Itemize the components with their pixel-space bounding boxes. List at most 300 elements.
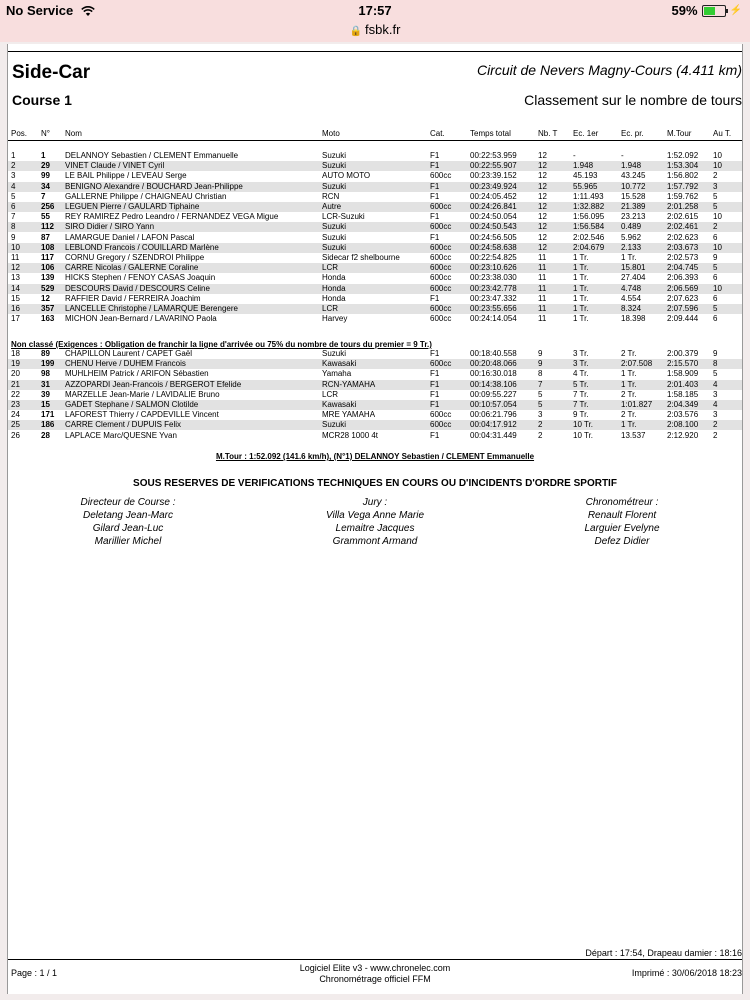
cell-pos: 20 (11, 369, 20, 379)
cell-num: 112 (41, 222, 54, 232)
cell-mtour: 2:08.100 (667, 420, 699, 430)
cell-num: 98 (41, 369, 50, 379)
cell-cat: F1 (430, 400, 440, 409)
officials-chrono (502, 496, 742, 548)
cell-cat: 600cc (430, 171, 452, 181)
cell-mtour: 2:03.576 (667, 410, 699, 420)
cell-pos: 4 (11, 181, 16, 191)
cell-moto: Suzuki (322, 242, 347, 252)
cell-ecpr: 15.528 (621, 191, 646, 201)
cell-nom: CORNU Gregory / SZENDROI Philippe (65, 253, 205, 262)
cell-ecpr: 2:07.508 (621, 359, 653, 369)
cell-aut: 6 (713, 232, 718, 242)
cell-moto: Yamaha (322, 369, 352, 379)
col-temps: Temps total (470, 129, 511, 138)
col-nom: Nom (65, 129, 82, 138)
cell-temps: 00:24:14.054 (470, 314, 517, 324)
cell-aut: 6 (713, 293, 718, 303)
cell-nom: DELANNOY Sebastien / CLEMENT Emmanuelle (65, 151, 239, 160)
table-row (8, 202, 742, 212)
cell-num: 15 (41, 400, 50, 409)
cell-mtour: 2:07.623 (667, 293, 699, 303)
cell-mtour: 2:03.673 (667, 242, 699, 252)
cell-mtour: 2:15.570 (667, 359, 699, 369)
table-row (8, 369, 742, 379)
cell-cat: F1 (430, 181, 440, 191)
cell-ecpr: 21.389 (621, 202, 646, 211)
cell-aut: 5 (713, 369, 718, 379)
cell-ecpr: 18.398 (621, 314, 646, 324)
cell-nbt: 11 (538, 293, 547, 303)
cell-cat: F1 (430, 293, 440, 303)
cell-num: 28 (41, 430, 50, 440)
cell-temps: 00:23:10.626 (470, 263, 517, 273)
cell-pos: 11 (11, 253, 20, 262)
table-row (8, 359, 742, 369)
chrono-name: Defez Didier (594, 536, 650, 547)
jury-name: Grammont Armand (332, 536, 418, 547)
cell-moto: AUTO MOTO (322, 171, 371, 181)
cell-nom: MICHON Jean-Bernard / LAVARINO Paola (65, 314, 217, 324)
table-row (8, 161, 742, 171)
cell-mtour: 2:01.403 (667, 379, 699, 389)
cell-pos: 19 (11, 359, 20, 369)
top-divider (8, 51, 742, 52)
table-row (8, 304, 742, 314)
cell-ec1: 1:11.493 (573, 191, 604, 201)
cell-mtour: 2:07.596 (667, 304, 699, 313)
cell-ecpr: 1 Tr. (621, 379, 637, 389)
cell-temps: 00:24:56.505 (470, 232, 517, 242)
cell-num: 1 (41, 151, 46, 160)
cell-ecpr: 2 Tr. (621, 389, 637, 399)
chrono-name: Renault Florent (587, 510, 657, 521)
url-text: fsbk.fr (365, 22, 401, 37)
cell-nom: HICKS Stephen / FENOY CASAS Joaquin (65, 273, 216, 283)
cell-ecpr: 1.948 (621, 161, 642, 171)
course-title: Course 1 (12, 92, 72, 108)
cell-aut: 3 (713, 410, 718, 420)
cell-cat: F1 (430, 232, 440, 242)
cell-moto: RCN (322, 191, 340, 201)
cell-nbt: 8 (538, 369, 543, 379)
cell-temps: 00:10:57.054 (470, 400, 517, 409)
cell-nom: REY RAMIREZ Pedro Leandro / FERNANDEZ VEGA Migue (65, 212, 279, 222)
cell-nbt: 11 (538, 304, 547, 313)
cell-nbt: 12 (538, 191, 547, 201)
cell-nbt: 3 (538, 410, 543, 420)
cell-pos: 13 (11, 273, 20, 283)
cell-nom: MARZELLE Jean-Marie / LAVIDALIE Bruno (65, 389, 220, 399)
cell-pos: 21 (11, 379, 20, 389)
cell-nbt: 2 (538, 420, 543, 430)
cell-mtour: 1:58.185 (667, 389, 699, 399)
table-row (8, 400, 742, 410)
cell-num: 256 (41, 202, 55, 211)
jury-title: Jury : (362, 497, 388, 508)
cell-temps: 00:24:26.841 (470, 202, 517, 211)
table-row (8, 273, 742, 283)
cell-cat: F1 (430, 151, 440, 160)
software-label: Logiciel Elite v3 - www.chronelec.com (299, 963, 451, 973)
cell-ec1: 9 Tr. (573, 410, 589, 420)
cell-nbt: 12 (538, 212, 547, 222)
cell-num: 117 (41, 253, 54, 262)
cell-ecpr: 10.772 (621, 181, 646, 191)
table-row (8, 171, 742, 181)
results-document (7, 44, 743, 994)
cell-ec1: 1 Tr. (573, 253, 589, 262)
cell-num: 87 (41, 232, 50, 242)
cell-nbt: 12 (538, 151, 547, 160)
cell-num: 139 (41, 273, 55, 283)
page-title: Side-Car (12, 62, 91, 83)
cell-temps: 00:04:17.912 (470, 420, 517, 430)
cell-ec1: 1.948 (573, 161, 594, 171)
cell-moto: MRE YAMAHA (322, 410, 376, 420)
cell-num: 99 (41, 171, 50, 181)
cell-cat: F1 (430, 349, 440, 358)
classement-title: Classement sur le nombre de tours (524, 92, 742, 108)
chrono-name: Larguier Evelyne (584, 523, 660, 534)
table-row (8, 284, 742, 294)
officials-director (8, 496, 248, 548)
table-row (8, 222, 742, 232)
cell-temps: 00:23:55.656 (470, 304, 517, 313)
cell-num: 7 (41, 191, 46, 201)
cell-nom: LE BAIL Philippe / LEVEAU Serge (65, 171, 187, 181)
cell-aut: 2 (713, 171, 718, 181)
cell-mtour: 2:04.349 (667, 400, 699, 409)
cell-moto: Kawasaki (322, 400, 357, 409)
cell-aut: 6 (713, 314, 718, 324)
cell-cat: F1 (430, 212, 440, 222)
cell-ecpr: 8.324 (621, 304, 642, 313)
cell-nom: CHAPILLON Laurent / CAPET Gaël (65, 349, 193, 358)
cell-aut: 10 (713, 161, 722, 171)
cell-nbt: 9 (538, 349, 543, 358)
cell-pos: 14 (11, 283, 20, 293)
cell-cat: F1 (430, 430, 440, 440)
cell-aut: 10 (713, 283, 722, 293)
cell-nom: LEBLOND Francois / COUILLARD Marlène (65, 242, 219, 252)
cell-temps: 00:16:30.018 (470, 369, 517, 379)
table-row (8, 380, 742, 390)
cell-nom: AZZOPARDI Jean-Francois / BERGEROT Efelide (65, 379, 242, 389)
chrono-title: Chronométreur : (585, 497, 659, 508)
cell-pos: 22 (11, 389, 20, 399)
cell-mtour: 2:12.920 (667, 430, 699, 440)
cell-mtour: 2:09.444 (667, 314, 699, 324)
cell-ecpr: - (621, 151, 624, 160)
cell-ec1: 1 Tr. (573, 314, 589, 324)
table-row (8, 410, 742, 420)
cell-num: 186 (41, 420, 55, 430)
cell-nbt: 11 (538, 314, 547, 324)
cell-mtour: 1:52.092 (667, 151, 699, 160)
cell-nbt: 12 (538, 232, 547, 242)
cell-ec1: 1 Tr. (573, 273, 589, 283)
cell-nbt: 12 (538, 222, 547, 232)
battery-percent: 59% (671, 3, 698, 18)
cell-pos: 23 (11, 400, 20, 409)
cell-ec1: 1:32.882 (573, 202, 605, 211)
cell-temps: 00:18:40.558 (470, 349, 517, 358)
cell-nom: LAMARGUE Daniel / LAFON Pascal (65, 232, 195, 242)
cell-moto: LCR (322, 389, 339, 399)
cell-ecpr: 2 Tr. (621, 410, 637, 420)
status-bar (0, 0, 750, 22)
cell-temps: 00:20:48.066 (470, 359, 517, 369)
cell-ecpr: 4.748 (621, 283, 642, 293)
battery-icon (702, 5, 726, 17)
cell-ec1: 10 Tr. (573, 420, 594, 430)
cell-num: 199 (41, 359, 55, 369)
cell-nbt: 5 (538, 400, 543, 409)
cell-mtour: 1:57.792 (667, 181, 699, 191)
table-row (8, 233, 742, 243)
carrier-label: No Service (6, 3, 74, 18)
cell-aut: 5 (713, 263, 718, 273)
cell-aut: 6 (713, 273, 718, 283)
lock-icon: 🔒 (349, 26, 363, 37)
cell-pos: 3 (11, 171, 16, 181)
cell-nom: VINET Claude / VINET Cyril (65, 161, 165, 171)
cell-moto: Honda (322, 283, 346, 293)
director-title: Directeur de Course : (80, 497, 176, 508)
cell-aut: 10 (713, 212, 722, 222)
cell-pos: 16 (11, 304, 20, 313)
cell-pos: 8 (11, 222, 16, 232)
cell-nom: LEGUEN Pierre / GAULARD Tiphaine (65, 202, 200, 211)
cell-nom: CHENU Herve / DUHEM Francois (65, 359, 186, 369)
jury-name: Lemaitre Jacques (335, 523, 415, 534)
cell-ec1: 1:56.095 (573, 212, 605, 222)
table-row (8, 390, 742, 400)
cell-nbt: 7 (538, 379, 543, 389)
table-row (8, 243, 742, 253)
cell-pos: 5 (11, 191, 16, 201)
cell-moto: LCR (322, 304, 339, 313)
cell-temps: 00:23:42.778 (470, 283, 517, 293)
cell-num: 106 (41, 263, 55, 273)
cell-nom: LAPLACE Marc/QUESNE Yvan (65, 430, 177, 440)
cell-cat: 600cc (430, 202, 452, 211)
cell-ec1: 1:56.584 (573, 222, 605, 232)
director-name: Gilard Jean-Luc (92, 523, 164, 534)
col-num: N° (41, 129, 50, 138)
cell-nbt: 12 (538, 181, 547, 191)
cell-mtour: 2:06.569 (667, 283, 699, 293)
cell-temps: 00:24:50.543 (470, 222, 517, 232)
cell-moto: LCR-Suzuki (322, 212, 365, 222)
col-nbt: Nb. T (538, 129, 558, 138)
cell-pos: 9 (11, 232, 16, 242)
url-bar[interactable] (0, 22, 750, 42)
cell-moto: Suzuki (322, 161, 347, 171)
cell-pos: 26 (11, 430, 20, 440)
clock: 17:57 (358, 3, 392, 18)
cell-num: 357 (41, 304, 55, 313)
cell-ecpr: 1 Tr. (621, 253, 637, 262)
cell-ec1: 7 Tr. (573, 389, 589, 399)
cell-aut: 9 (713, 349, 718, 358)
cell-temps: 00:22:55.907 (470, 161, 517, 171)
cell-ecpr: 2.133 (621, 242, 642, 252)
cell-ec1: 5 Tr. (573, 379, 589, 389)
cell-temps: 00:24:05.452 (470, 191, 517, 201)
cell-ecpr: 1 Tr. (621, 369, 637, 379)
col-ec1: Ec. 1er (573, 129, 599, 138)
table-row (8, 314, 742, 324)
cell-pos: 7 (11, 212, 16, 222)
cell-pos: 25 (11, 420, 20, 430)
cell-temps: 00:23:38.030 (470, 273, 517, 283)
cell-cat: 600cc (430, 304, 452, 313)
cell-temps: 00:14:38.106 (470, 379, 517, 389)
cell-mtour: 1:56.802 (667, 171, 699, 181)
cell-mtour: 1:53.304 (667, 161, 699, 171)
cell-moto: Suzuki (322, 420, 347, 430)
cell-pos: 24 (11, 410, 20, 420)
cell-aut: 2 (713, 222, 718, 232)
cell-num: 171 (41, 410, 55, 420)
col-pos: Pos. (11, 129, 28, 138)
cell-nbt: 12 (538, 171, 547, 181)
jury-name: Villa Vega Anne Marie (325, 510, 425, 521)
page-number: Page : 1 / 1 (11, 968, 58, 978)
cell-cat: 600cc (430, 410, 452, 420)
cell-ec1: 1 Tr. (573, 283, 589, 293)
cell-mtour: 2:02.573 (667, 253, 699, 262)
cell-moto: Suzuki (322, 181, 347, 191)
director-name: Marillier Michel (94, 536, 162, 547)
cell-cat: 600cc (430, 420, 452, 430)
cell-pos: 12 (11, 263, 20, 273)
cell-mtour: 2:02.623 (667, 232, 699, 242)
cell-cat: 600cc (430, 242, 452, 252)
cell-aut: 3 (713, 181, 718, 191)
cell-cat: 600cc (430, 314, 452, 324)
header-divider (8, 140, 742, 141)
table-row (8, 212, 742, 222)
table-row (8, 263, 742, 273)
cell-pos: 15 (11, 293, 20, 303)
cell-mtour: 2:02.615 (667, 212, 699, 222)
col-ecpr: Ec. pr. (621, 129, 644, 138)
cell-moto: Suzuki (322, 222, 347, 232)
table-row (8, 151, 742, 161)
cell-nom: CARRE Clement / DUPUIS Felix (65, 420, 182, 430)
cell-moto: Suzuki (322, 349, 347, 358)
cell-nbt: 11 (538, 273, 547, 283)
charging-icon: ⚡ (729, 5, 742, 16)
cell-cat: F1 (430, 369, 440, 379)
cell-nbt: 9 (538, 359, 543, 369)
cell-moto: LCR (322, 263, 339, 273)
cell-nom: BENIGNO Alexandre / BOUCHARD Jean-Philippe (65, 181, 243, 191)
cell-aut: 4 (713, 379, 718, 389)
cell-nom: LANCELLE Christophe / LAMARQUE Berengere (65, 304, 238, 313)
cell-cat: F1 (430, 161, 440, 171)
cell-cat: 600cc (430, 283, 452, 293)
official-timing-label: Chronométrage officiel FFM (319, 974, 431, 984)
cell-cat: 600cc (430, 359, 452, 369)
cell-ecpr: 1:01.827 (621, 400, 653, 409)
cell-moto: MCR28 1000 4t (322, 430, 379, 440)
cell-ec1: - (573, 151, 576, 160)
best-lap-note: M.Tour : 1:52.092 (141.6 km/h), (N°1) DELANNOY Sebastien / CLEMENT Emmanuelle (215, 452, 535, 461)
cell-aut: 3 (713, 389, 718, 399)
cell-mtour: 2:01.258 (667, 202, 699, 211)
cell-ecpr: 43.245 (621, 171, 646, 181)
cell-temps: 00:23:47.332 (470, 293, 517, 303)
cell-nbt: 12 (538, 161, 547, 171)
cell-nom: GALLERNE Philippe / CHAIGNEAU Christian (65, 191, 227, 201)
cell-temps: 00:22:53.959 (470, 151, 517, 160)
cell-nbt: 11 (538, 253, 547, 262)
table-row (8, 253, 742, 263)
cell-temps: 00:24:50.054 (470, 212, 517, 222)
cell-pos: 17 (11, 314, 20, 324)
footer-divider (8, 959, 742, 960)
nonclasse-heading: Non classé (Exigences : Obligation de franchir la ligne d'arrivée ou 75% du nombre de tours du premier = 9 Tr.) (11, 340, 432, 349)
cell-nbt: 12 (538, 202, 547, 211)
cell-pos: 2 (11, 161, 16, 171)
cell-cat: F1 (430, 389, 440, 399)
cell-moto: Harvey (322, 314, 348, 324)
cell-aut: 5 (713, 191, 718, 201)
cell-temps: 00:06:21.796 (470, 410, 517, 420)
cell-cat: 600cc (430, 273, 452, 283)
cell-nom: CARRE Nicolas / GALERNE Coraline (65, 263, 199, 273)
director-name: Deletang Jean-Marc (82, 510, 174, 521)
cell-aut: 5 (713, 304, 718, 313)
cell-nom: GADET Stephane / SALMON Clotilde (65, 400, 199, 409)
cell-cat: F1 (430, 379, 440, 389)
cell-aut: 2 (713, 430, 718, 440)
cell-ec1: 4 Tr. (573, 369, 589, 379)
cell-aut: 5 (713, 202, 718, 211)
cell-num: 55 (41, 212, 50, 222)
cell-moto: Suzuki (322, 232, 347, 242)
cell-ec1: 10 Tr. (573, 430, 594, 440)
cell-pos: 1 (11, 151, 16, 160)
cell-pos: 6 (11, 202, 16, 211)
race-times: Départ : 17:54, Drapeau damier : 18:16 (585, 948, 742, 958)
cell-moto: Kawasaki (322, 359, 357, 369)
cell-temps: 00:22:54.825 (470, 253, 517, 262)
cell-moto: Honda (322, 293, 346, 303)
table-row (8, 349, 742, 359)
cell-mtour: 2:04.745 (667, 263, 699, 273)
cell-temps: 00:23:49.924 (470, 181, 517, 191)
cell-aut: 8 (713, 359, 718, 369)
cell-moto: Suzuki (322, 151, 347, 160)
cell-ecpr: 23.213 (621, 212, 646, 222)
cell-nom: DESCOURS David / DESCOURS Celine (65, 283, 210, 293)
table-row (8, 431, 742, 441)
cell-moto: RCN-YAMAHA (322, 379, 376, 389)
cell-mtour: 2:02.461 (667, 222, 699, 232)
battery-status (672, 3, 742, 18)
cell-ec1: 1 Tr. (573, 293, 589, 303)
cell-ecpr: 5.962 (621, 232, 642, 242)
cell-temps: 00:23:39.152 (470, 171, 517, 181)
cell-temps: 00:24:58.638 (470, 242, 517, 252)
cell-cat: 600cc (430, 263, 452, 273)
circuit-name: Circuit de Nevers Magny-Cours (4.411 km) (476, 62, 742, 78)
